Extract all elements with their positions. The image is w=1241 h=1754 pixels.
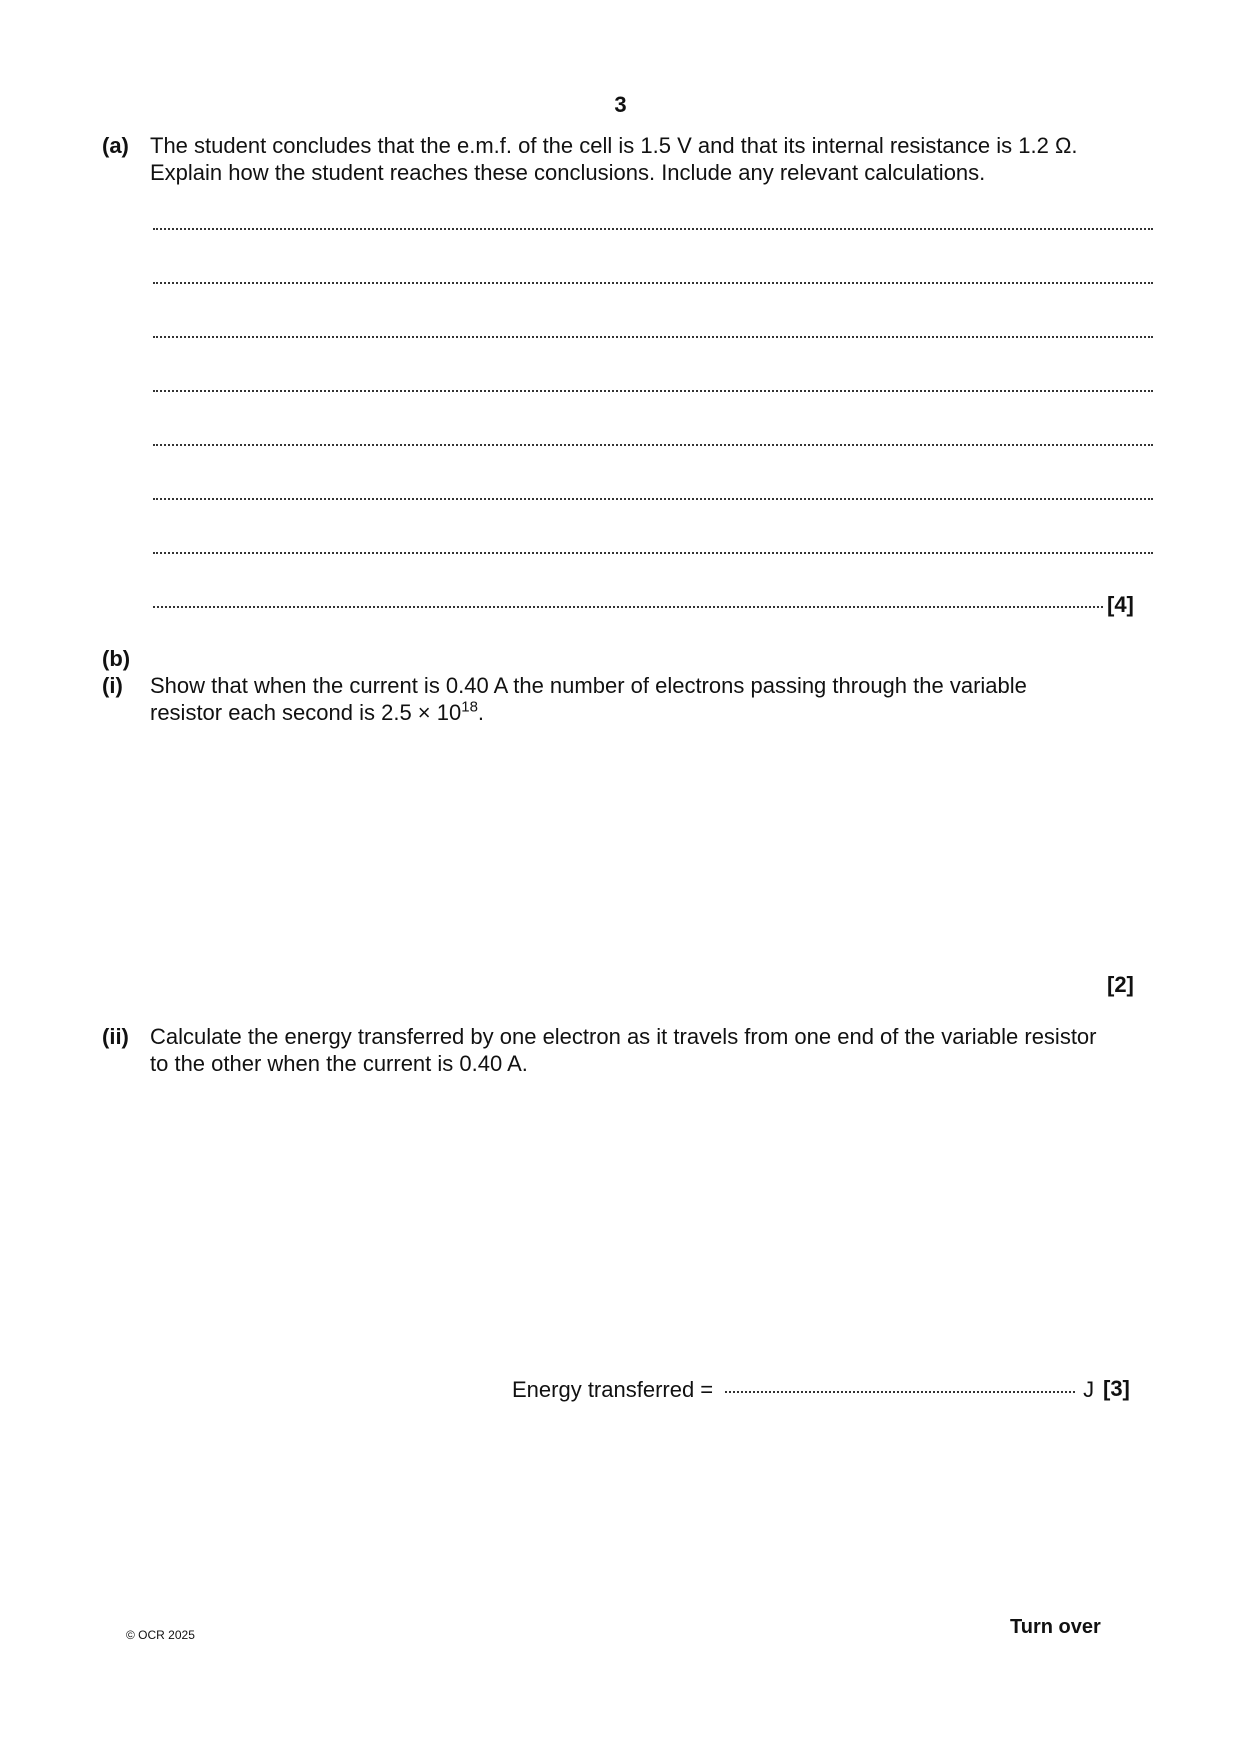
answer-line-4[interactable] [153, 390, 1153, 392]
page-number: 3 [614, 92, 627, 117]
part-b-ii-question-line1: Calculate the energy transferred by one electron as it travels from one end of the variable resistor [150, 1024, 1097, 1049]
part-a-question-line2: Explain how the student reaches these conclusions. Include any relevant calculations. [150, 160, 986, 185]
energy-answer-unit: J [1083, 1377, 1095, 1402]
answer-line-1[interactable] [153, 228, 1153, 230]
energy-answer-row [512, 1376, 1094, 1403]
part-b-i-question-line2 [150, 699, 484, 726]
part-b-label: (b) [102, 646, 131, 671]
answer-line-3[interactable] [153, 336, 1153, 338]
part-b-i-exponent: 18 [461, 698, 478, 716]
part-b-i-line2-text: resistor each second is 2.5 × 10 [150, 700, 462, 725]
energy-answer-field[interactable] [725, 1391, 1075, 1393]
part-b-ii-marks: [3] [1103, 1376, 1130, 1401]
part-b-ii-label: (ii) [102, 1024, 129, 1049]
part-a-question-line1: The student concludes that the e.m.f. of the cell is 1.5 V and that its internal resistance is 1.2 Ω. [150, 133, 1078, 158]
part-b-i-line2-suffix: . [477, 700, 485, 725]
answer-line-5[interactable] [153, 444, 1153, 446]
part-b-i-label: (i) [102, 673, 123, 698]
part-b-i-question-line1: Show that when the current is 0.40 A the number of electrons passing through the variable [150, 673, 1027, 698]
answer-line-7[interactable] [153, 552, 1153, 554]
part-b-i-marks: [2] [1107, 972, 1134, 997]
energy-answer-label: Energy transferred = [512, 1377, 714, 1402]
answer-line-8[interactable] [153, 606, 1103, 608]
answer-line-2[interactable] [153, 282, 1153, 284]
part-a-label: (a) [102, 133, 129, 158]
copyright-notice: © OCR 2025 [126, 1628, 195, 1642]
part-b-ii-question-line2: to the other when the current is 0.40 A. [150, 1051, 528, 1076]
part-a-marks: [4] [1107, 592, 1134, 617]
answer-line-6[interactable] [153, 498, 1153, 500]
turn-over-label: Turn over [1010, 1616, 1101, 1638]
